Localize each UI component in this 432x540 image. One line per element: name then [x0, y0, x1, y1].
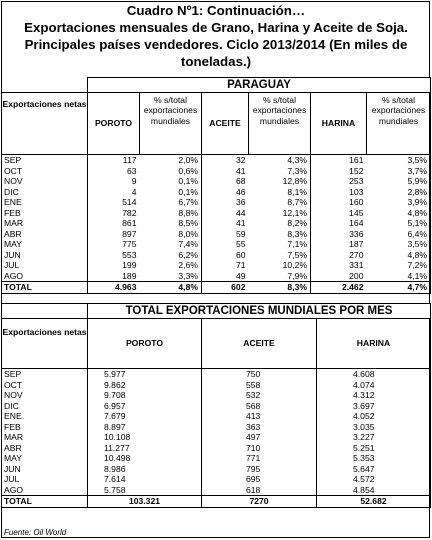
harina-value: 336 — [349, 228, 364, 239]
world-col-harina: HARINA — [317, 319, 431, 369]
harina-value: 5.647 — [317, 464, 431, 475]
aceite-value: 32 — [235, 155, 246, 165]
poroto-value: 897 — [122, 228, 137, 239]
poroto-value: 199 — [122, 260, 137, 270]
paraguay-table-row — [2, 260, 431, 271]
poroto-value: 514 — [122, 197, 137, 207]
aceite-pct: 7,3% — [249, 166, 311, 177]
harina-pct: 4,1% — [367, 271, 431, 282]
aceite-value: 710 — [202, 443, 317, 454]
world-table-row — [2, 401, 431, 412]
source-note: Fuente: Oil World — [4, 528, 67, 537]
month-label: SEP — [2, 155, 88, 166]
paraguay-table-row — [2, 176, 431, 187]
poroto-value: 189 — [122, 270, 137, 281]
world-total-harina: 52.682 — [317, 496, 431, 508]
month-label: SEP — [2, 369, 88, 380]
harina-value: 331 — [349, 260, 364, 270]
harina-value: 3.227 — [317, 432, 431, 443]
paraguay-table-row — [2, 229, 431, 240]
world-table-row — [2, 464, 431, 475]
poroto-value: 9 — [131, 176, 137, 186]
paraguay-row-header: Exportaciones netas — [2, 93, 88, 155]
month-label: NOV — [2, 390, 88, 401]
world-body — [2, 369, 431, 496]
world-table-row — [2, 443, 431, 454]
poroto-value: 7.679 — [88, 411, 202, 422]
aceite-value: 41 — [235, 165, 246, 176]
poroto-pct: 8,0% — [140, 229, 202, 240]
harina-value: 4.052 — [317, 411, 431, 422]
month-label: ABR — [2, 443, 88, 454]
aceite-value: 44 — [235, 207, 246, 218]
month-label: NOV — [2, 176, 88, 187]
harina-value: 5.251 — [317, 443, 431, 454]
world-table-row — [2, 411, 431, 422]
paraguay-band: PARAGUAY — [88, 78, 431, 93]
month-label: MAR — [2, 432, 88, 443]
poroto-value: 8.897 — [88, 422, 202, 433]
title-line-4: toneladas.) — [180, 54, 252, 69]
aceite-pct: 7,9% — [249, 271, 311, 282]
paraguay-table-row — [2, 197, 431, 208]
month-label: JUN — [2, 464, 88, 475]
paraguay-col-harina-pct: % s/total exportaciones mundiales — [367, 93, 431, 155]
poroto-pct: 8,5% — [140, 218, 202, 229]
poroto-value: 10.498 — [88, 453, 202, 464]
month-label: ABR — [2, 229, 88, 240]
paraguay-header-row — [2, 93, 431, 155]
paraguay-table-row — [2, 218, 431, 229]
poroto-value: 9.862 — [88, 380, 202, 391]
harina-value: 4.572 — [317, 474, 431, 485]
paraguay-table-row — [2, 239, 431, 250]
paraguay-table-row — [2, 155, 431, 166]
world-table-row — [2, 422, 431, 433]
poroto-pct: 0,6% — [140, 166, 202, 177]
paraguay-total-poroto-pct: 4,8% — [140, 282, 202, 294]
harina-value: 253 — [349, 176, 364, 186]
poroto-value: 861 — [122, 218, 137, 228]
paraguay-table-row — [2, 250, 431, 261]
aceite-value: 558 — [202, 380, 317, 391]
aceite-value: 750 — [202, 369, 317, 380]
poroto-pct: 3,3% — [140, 271, 202, 282]
month-label: AGO — [2, 271, 88, 282]
harina-pct: 4,8% — [367, 208, 431, 219]
harina-value: 3.697 — [317, 401, 431, 412]
poroto-pct: 6,2% — [140, 250, 202, 261]
harina-value: 161 — [349, 155, 364, 165]
poroto-value: 782 — [122, 207, 137, 218]
world-row-header: Exportaciones netas — [2, 319, 88, 369]
title-line-1: Cuadro Nº1: Continuación… — [126, 3, 306, 18]
harina-value: 145 — [349, 207, 364, 218]
harina-pct: 5,9% — [367, 176, 431, 187]
poroto-pct: 8,8% — [140, 208, 202, 219]
harina-value: 270 — [349, 249, 364, 260]
paraguay-total-aceite: 602 — [202, 282, 249, 294]
aceite-value: 68 — [235, 176, 246, 186]
harina-pct: 6,4% — [367, 229, 431, 240]
month-label: AGO — [2, 485, 88, 496]
world-table-row — [2, 390, 431, 401]
paraguay-total-harina-pct: 4,7% — [367, 282, 431, 294]
harina-pct: 7,2% — [367, 260, 431, 271]
harina-value: 5.353 — [317, 453, 431, 464]
aceite-pct: 10,2% — [249, 260, 311, 271]
month-label: FEB — [2, 422, 88, 433]
world-table-row — [2, 453, 431, 464]
harina-value: 103 — [349, 186, 364, 197]
month-label: MAR — [2, 218, 88, 229]
world-total-row — [2, 496, 431, 508]
month-label: MAY — [2, 453, 88, 464]
month-label: OCT — [2, 166, 88, 177]
paraguay-col-aceite: ACEITE — [202, 93, 249, 155]
harina-value: 3.035 — [317, 422, 431, 433]
paraguay-col-poroto: POROTO — [88, 93, 140, 155]
paraguay-total-poroto: 4.963 — [88, 282, 140, 294]
harina-value: 187 — [349, 239, 364, 249]
world-table-row — [2, 474, 431, 485]
title-line-3: Principales países vendedores. Ciclo 2013/2014 (En miles de — [24, 37, 408, 52]
paraguay-col-poroto-pct: % s/total exportaciones mundiales — [140, 93, 202, 155]
aceite-value: 46 — [235, 186, 246, 197]
poroto-value: 10.108 — [88, 432, 202, 443]
world-table-row — [2, 432, 431, 443]
document-title — [2, 2, 430, 70]
aceite-value: 695 — [202, 474, 317, 485]
aceite-value: 60 — [235, 249, 246, 260]
world-col-poroto: POROTO — [88, 319, 202, 369]
aceite-pct: 7,1% — [249, 239, 311, 250]
harina-value: 200 — [349, 270, 364, 281]
paraguay-table-row — [2, 166, 431, 177]
aceite-pct: 4,3% — [249, 155, 311, 166]
month-label: ENE — [2, 411, 88, 422]
world-band-row — [2, 304, 431, 319]
aceite-value: 71 — [235, 260, 246, 270]
month-label: JUN — [2, 250, 88, 261]
paraguay-body — [2, 155, 431, 282]
paraguay-table — [1, 77, 431, 294]
harina-pct: 3,9% — [367, 197, 431, 208]
harina-value: 4.608 — [317, 369, 431, 380]
month-label: ENE — [2, 197, 88, 208]
harina-value: 4.854 — [317, 485, 431, 496]
aceite-value: 363 — [202, 422, 317, 433]
poroto-value: 553 — [122, 249, 137, 260]
aceite-value: 413 — [202, 411, 317, 422]
title-line-2: Exportaciones mensuales de Grano, Harina y Aceite de Soja. — [24, 20, 408, 35]
paraguay-total-label: TOTAL — [2, 282, 88, 294]
aceite-value: 532 — [202, 390, 317, 401]
month-label: DIC — [2, 187, 88, 198]
poroto-pct: 6,7% — [140, 197, 202, 208]
harina-pct: 3,7% — [367, 166, 431, 177]
aceite-pct: 7,5% — [249, 250, 311, 261]
month-label: JUL — [2, 260, 88, 271]
world-total-aceite: 7270 — [202, 496, 317, 508]
harina-pct: 3,5% — [367, 239, 431, 250]
aceite-value: 771 — [202, 453, 317, 464]
poroto-value: 8.986 — [88, 464, 202, 475]
aceite-pct: 8,2% — [249, 218, 311, 229]
aceite-value: 618 — [202, 485, 317, 496]
world-total-label: TOTAL — [2, 496, 88, 508]
aceite-value: 59 — [235, 228, 246, 239]
month-label: MAY — [2, 239, 88, 250]
harina-value: 152 — [349, 165, 364, 176]
paraguay-table-row — [2, 187, 431, 198]
month-label: DIC — [2, 401, 88, 412]
poroto-pct: 2,0% — [140, 155, 202, 166]
world-table — [1, 303, 431, 508]
paraguay-total-row — [2, 282, 431, 294]
poroto-pct: 0,1% — [140, 176, 202, 187]
paraguay-table-row — [2, 271, 431, 282]
aceite-pct: 8,7% — [249, 197, 311, 208]
harina-pct: 2,8% — [367, 187, 431, 198]
aceite-value: 41 — [235, 218, 246, 228]
aceite-value: 36 — [235, 197, 246, 207]
poroto-value: 9.708 — [88, 390, 202, 401]
paraguay-col-harina: HARINA — [311, 93, 367, 155]
aceite-value: 55 — [235, 239, 246, 249]
harina-value: 4.312 — [317, 390, 431, 401]
poroto-value: 775 — [122, 239, 137, 249]
poroto-pct: 2,6% — [140, 260, 202, 271]
poroto-value: 11.277 — [88, 443, 202, 454]
poroto-pct: 0,1% — [140, 187, 202, 198]
harina-pct: 3,5% — [367, 155, 431, 166]
aceite-pct: 8,1% — [249, 187, 311, 198]
paraguay-col-aceite-pct: % s/total exportaciones mundiales — [249, 93, 311, 155]
harina-pct: 5,1% — [367, 218, 431, 229]
aceite-pct: 12,1% — [249, 208, 311, 219]
world-total-poroto: 103.321 — [88, 496, 202, 508]
poroto-value: 117 — [122, 155, 137, 165]
world-header-row — [2, 319, 431, 369]
aceite-value: 795 — [202, 464, 317, 475]
aceite-pct: 12,8% — [249, 176, 311, 187]
paraguay-total-aceite-pct: 8,3% — [249, 282, 311, 294]
poroto-value: 6.957 — [88, 401, 202, 412]
harina-pct: 4,8% — [367, 250, 431, 261]
month-label: OCT — [2, 380, 88, 391]
harina-value: 160 — [349, 197, 364, 207]
month-label: JUL — [2, 474, 88, 485]
aceite-pct: 8,3% — [249, 229, 311, 240]
poroto-value: 5.977 — [88, 369, 202, 380]
poroto-value: 5.758 — [88, 485, 202, 496]
world-band: TOTAL EXPORTACIONES MUNDIALES POR MES — [88, 304, 431, 319]
poroto-value: 4 — [131, 186, 137, 197]
world-table-row — [2, 369, 431, 380]
paraguay-band-row — [2, 78, 431, 93]
month-label: FEB — [2, 208, 88, 219]
poroto-value: 63 — [126, 165, 137, 176]
world-table-row — [2, 485, 431, 496]
poroto-pct: 7,4% — [140, 239, 202, 250]
aceite-value: 568 — [202, 401, 317, 412]
harina-value: 4.074 — [317, 380, 431, 391]
poroto-value: 7.614 — [88, 474, 202, 485]
paraguay-table-row — [2, 208, 431, 219]
aceite-value: 497 — [202, 432, 317, 443]
paraguay-total-harina: 2.462 — [311, 282, 367, 294]
aceite-value: 49 — [235, 270, 246, 281]
harina-value: 164 — [349, 218, 364, 228]
world-table-row — [2, 380, 431, 391]
world-col-aceite: ACEITE — [202, 319, 317, 369]
